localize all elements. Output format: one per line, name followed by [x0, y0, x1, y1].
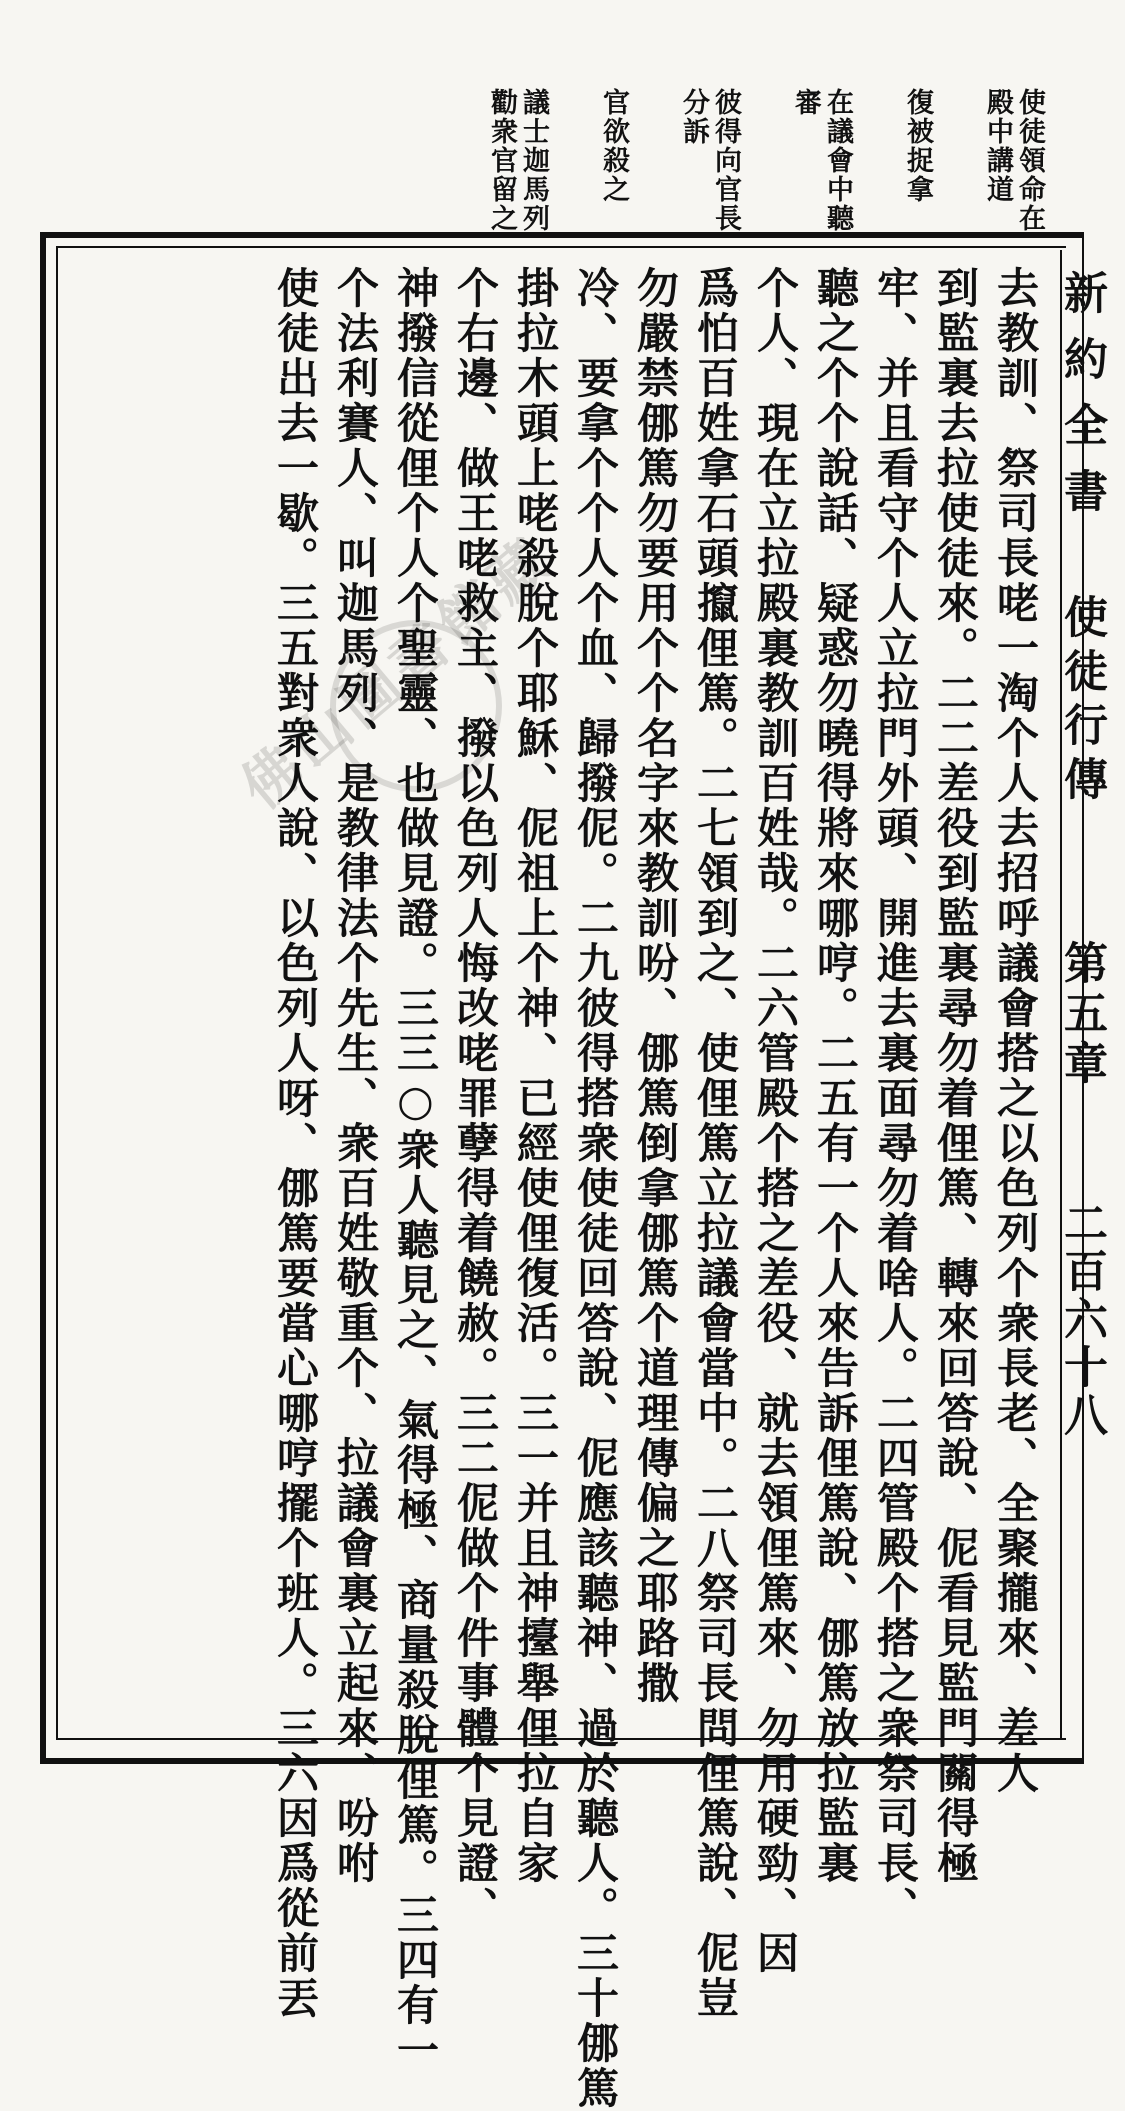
- book-title: 新約全書: [1056, 270, 1107, 534]
- text-column: 去教訓、祭司長咾一淘个人去招呼議會搭之以色列个衆長老、全聚攏來、差人: [991, 266, 1040, 1796]
- margin-note: 使徒領命在殿中講道: [982, 88, 1045, 233]
- margin-note: 議士迦馬列勸衆官留之: [486, 88, 549, 233]
- text-column: 神撥信從俚个人个聖靈、也做見證。三三○衆人聽見之、氣得極、商量殺脫俚篤。三四有一: [391, 266, 440, 2073]
- margin-notes: [437, 88, 1045, 238]
- text-column: 个人、現在立拉殿裏教訓百姓哉。二六管殿个搭之差役、就去領俚篤來、勿用硬勁、因: [751, 266, 800, 1976]
- margin-note: 官欲殺之: [598, 88, 629, 204]
- text-column: 牢、并且看守个人立拉門外頭、開進去裏面尋勿着啥人。二四管殿个搭之衆祭司長、: [871, 266, 920, 1931]
- body-text: [45, 266, 1045, 2111]
- text-column: 使徒出去一歇。三五對衆人說、以色列人呀、㑚篤要當心哪哼擺个班人。三六因爲從前丟: [271, 266, 320, 2021]
- margin-note: 在議會中聽審: [790, 88, 853, 233]
- margin-note: 復被捉拿: [902, 88, 933, 204]
- margin-note: 彼得向官長分訴: [678, 88, 741, 233]
- text-column: 掛拉木頭上咾殺脫个耶穌、伲祖上个神、已經使俚復活。三一并且神擡舉俚拉自家: [511, 266, 560, 1886]
- library-watermark: 佛山圖書館藏: [228, 523, 567, 823]
- section-title: 使徒行傳: [1056, 594, 1107, 810]
- text-column: 个右邊、做王咾救主、撥以色列人悔改咾罪孽得着饒赦。三二伲做个件事體个見證、: [451, 266, 500, 1931]
- text-column: 个法利賽人、叫迦馬列、是教律法个先生、衆百姓敬重个、拉議會裏立起來、吩咐: [331, 266, 380, 1886]
- text-column: 冷、要拿个个人个血、歸撥伲。二九彼得搭衆使徒回答說、伲應該聽神、過於聽人。三十㑚篤: [571, 266, 620, 2111]
- text-column: 聽之个个說話、疑惑勿曉得將來哪哼。二五有一个人來告訴俚篤說、㑚篤放拉監裏: [811, 266, 860, 1886]
- text-column: 到監裏去拉使徒來。二二差役到監裏尋勿着俚篤、轉來回答說、伲看見監門關得極: [931, 266, 980, 1886]
- running-header: [1056, 270, 1113, 1730]
- chapter-label: 第五章: [1056, 940, 1107, 1090]
- text-column: 勿嚴禁㑚篤勿要用个个名字來教訓吩、㑚篤倒拿㑚篤个道理傳偏之耶路撒: [631, 266, 680, 1706]
- text-column: 爲怕百姓拿石頭攛俚篤。二七領到之、使俚篤立拉議會當中。二八祭司長問俚篤說、伲豈: [691, 266, 740, 2021]
- page-number: 二百六十八: [1056, 1200, 1107, 1440]
